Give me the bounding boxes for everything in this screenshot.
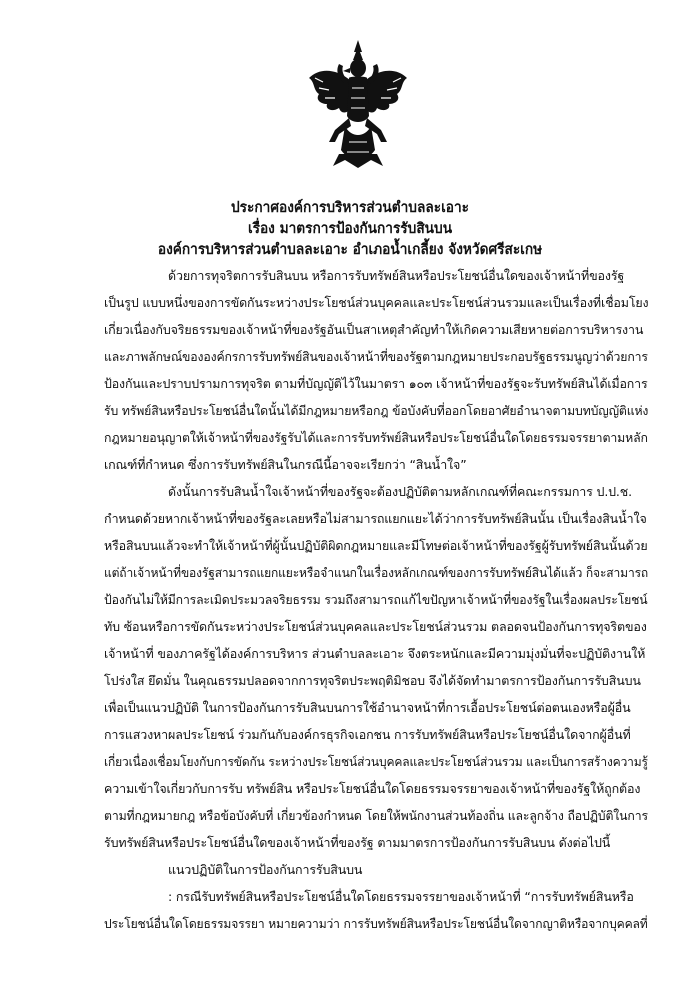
paragraph-line: หรือสินบนแล้วจะทำให้เจ้าหน้าที่ผู้นั้นปฏิบัติผิดกฎหมายและมีโทษต่อเจ้าหน้าที่ของรัฐผู้รับทรัพย์สินนั้นด้วย — [104, 538, 648, 553]
paragraph-line: ความเข้าใจเกี่ยวกับการรับ ทรัพย์สิน หรือประโยชน์อื่นใดโดยธรรมจรรยาของเจ้าหน้าที่ของรัฐให้ถูกต้อง — [104, 781, 641, 796]
paragraph-line: กำหนดด้วยหากเจ้าหน้าที่ของรัฐละเลยหรือไม่สามารถแยกแยะได้ว่าการรับทรัพย์สินนั้น เป็นเรื่องสินน้ำใจ — [104, 511, 647, 526]
section-heading: แนวปฏิบัติในการป้องกันการรับสินบน — [168, 862, 363, 877]
paragraph-line: และภาพลักษณ์ขององค์กรการรับทรัพย์สินของเจ้าหน้าที่ของรัฐตามกฎหมายประกอบรัฐธรรมนูญว่าด้วยการ — [104, 349, 648, 364]
paragraph-line: รับทรัพย์สินหรือประโยชน์อื่นใดของเจ้าหน้าที่ของรัฐ ตามมาตรการป้องกันการรับสินบน ดังต่อไปนี้ — [104, 835, 611, 850]
paragraph-line: รับ ทรัพย์สินหรือประโยชน์อื่นใดนั้นได้มีกฎหมายหรือกฎ ข้อบังคับที่ออกโดยอาศัยอำนาจตามบทบัญญัติแห่ง — [104, 403, 649, 418]
paragraph-line: การแสวงหาผลประโยชน์ ร่วมกันกับองค์กรธุรกิจเอกชน การรับทรัพย์สินหรือประโยชน์อื่นใดจากผู้อื่นที่ — [104, 727, 631, 742]
paragraph-line: เพื่อเป็นแนวปฏิบัติ ในการป้องกันการรับสินบนการใช้อำนาจหน้าที่การเอื้อประโยชน์ต่อตนเองหรือผู้อื่น — [104, 700, 631, 715]
paragraph-line: โปร่งใส ยึดมั่น ในคุณธรรมปลอดจากการทุจริตประพฤติมิชอบ จึงได้จัดทำมาตรการป้องกันการรับสินบน — [104, 673, 641, 688]
paragraph-line: : กรณีรับทรัพย์สินหรือประโยชน์อื่นใดโดยธรรมจรรยาของเจ้าหน้าที่ “การรับทรัพย์สินหรือ — [168, 889, 634, 904]
paragraph-line: เกี่ยวเนื่องกับจริยธรรมของเจ้าหน้าที่ของรัฐอันเป็นสาเหตุสำคัญทำให้เกิดความเสียหายต่อการบริหารงาน — [104, 322, 644, 337]
paragraph-line: ป้องกันไม่ให้มีการละเมิดประมวลจริยธรรม รวมถึงสามารถแก้ไขปัญหาเจ้าหน้าที่ของรัฐในเรื่องผลประโยชน์ — [104, 592, 648, 607]
paragraph-line: ตามที่กฎหมายกฎ หรือข้อบังคับที่ เกี่ยวข้องกำหนด โดยให้พนักงานส่วนท้องถิ่น และลูกจ้าง ถือปฏิบัติในการ — [104, 808, 648, 823]
paragraph-line: เกี่ยวเนื่องเชื่อมโยงกับการขัดกัน ระหว่างประโยชน์ส่วนบุคคลและประโยชน์ส่วนรวม และเป็นการสร้างความรู้ — [104, 754, 648, 769]
garuda-emblem — [305, 38, 411, 170]
paragraph-line: กฎหมายอนุญาตให้เจ้าหน้าที่ของรัฐรับได้และการรับทรัพย์สินหรือประโยชน์อื่นใดโดยธรรมจรรยาตามหลัก — [104, 430, 648, 445]
paragraph-line: เจ้าหน้าที่ ของภาครัฐได้องค์การบริหาร ส่วนตำบลละเอาะ จึงตระหนักและมีความมุ่งมั่นที่จะปฏิบัติงานให้ — [104, 646, 646, 661]
paragraph-line: ประโยชน์อื่นใดโดยธรรมจรรยา หมายความว่า การรับทรัพย์สินหรือประโยชน์อื่นใดจากญาติหรือจากบุคคลที่ — [104, 916, 648, 931]
paragraph-line: เป็นรูป แบบหนึ่งของการขัดกันระหว่างประโยชน์ส่วนบุคคลและประโยชน์ส่วนรวมและเป็นเรื่องที่เชื่อมโยง — [104, 295, 649, 310]
document-issuer: องค์การบริหารส่วนตำบลละเอาะ อำเภอน้ำเกลี้ยง จังหวัดศรีสะเกษ — [157, 242, 543, 258]
paragraph-line: ด้วยการทุจริตการรับสินบน หรือการรับทรัพย์สินหรือประโยชน์อื่นใดของเจ้าหน้าที่ของรัฐ — [168, 268, 625, 283]
paragraph-line: ป้องกันและปราบปรามการทุจริต ตามที่บัญญัติไว้ในมาตรา ๑๐๓ เจ้าหน้าที่ของรัฐจะรับทรัพย์สินได้เมื่อการ — [104, 376, 648, 391]
paragraph-line: ดังนั้นการรับสินน้ำใจเจ้าหน้าที่ของรัฐจะต้องปฏิบัติตามหลักเกณฑ์ที่คณะกรรมการ ป.ป.ช. — [168, 484, 632, 499]
paragraph-line: เกณฑ์ที่กำหนด ซึ่งการรับทรัพย์สินในกรณีนี้อาจจะเรียกว่า “สินน้ำใจ” — [104, 457, 467, 472]
paragraph-line: แต่ถ้าเจ้าหน้าที่ของรัฐสามารถแยกแยะหรือจำแนกในเรื่องหลักเกณฑ์ของการรับทรัพย์สินได้แล้ว ก็จะสามารถ — [104, 565, 649, 580]
document-title: ประกาศองค์การบริหารส่วนตำบลละเอาะ — [231, 200, 469, 216]
paragraph-line: ทับ ซ้อนหรือการขัดกันระหว่างประโยชน์ส่วนบุคคลและประโยชน์ส่วนรวม ตลอดจนป้องกันการทุจริตของ — [104, 619, 647, 634]
document-subject: เรื่อง มาตรการป้องกันการรับสินบน — [247, 221, 453, 237]
